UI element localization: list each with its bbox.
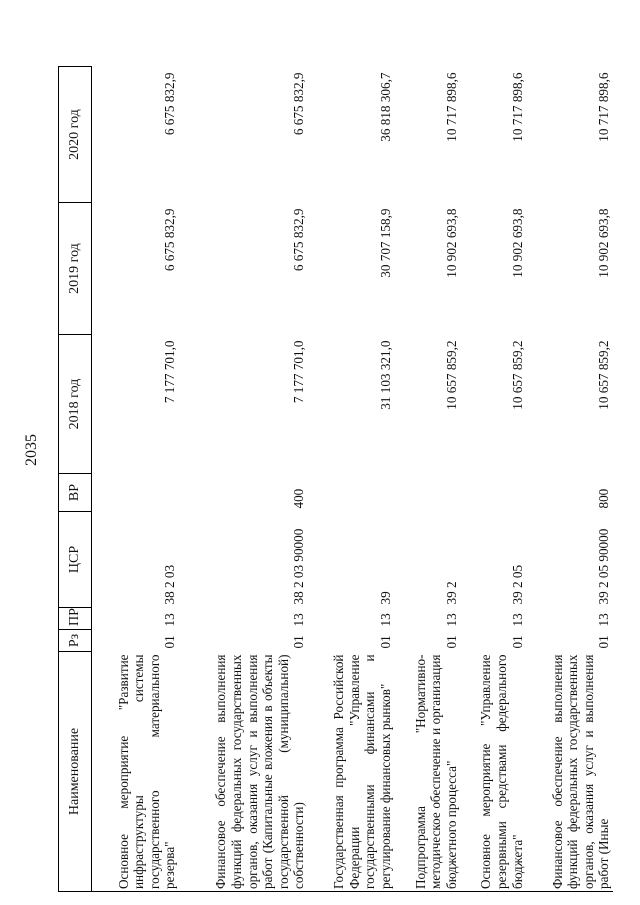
row-pr: 13 bbox=[596, 613, 612, 627]
row-name: Подпрограмма "Нормативно-методическое обеспечение и организация бюджетного процесса" bbox=[395, 652, 461, 892]
row-csr: 39 2 bbox=[443, 581, 459, 605]
row-2020: 10 717 898,6 bbox=[509, 72, 525, 142]
row-pr: 13 bbox=[509, 613, 525, 627]
row-rz: 01 bbox=[162, 635, 178, 649]
col-header-name: Наименование bbox=[59, 652, 92, 892]
table-row bbox=[460, 67, 526, 892]
row-csr: 39 2 05 90000 bbox=[596, 528, 612, 605]
row-2019: 10 902 693,8 bbox=[596, 208, 612, 278]
budget-table bbox=[58, 66, 613, 892]
page-number: 2035 bbox=[23, 434, 40, 466]
row-rz: 01 bbox=[291, 635, 307, 649]
row-name: Финансовое обеспечение выполнения функций федеральных государственных органов, оказания услуг и выполнения работ (Иные bbox=[526, 652, 613, 892]
col-header-2018: 2018 год bbox=[59, 335, 92, 474]
row-pr: 13 bbox=[162, 613, 178, 627]
col-header-pr: ПР bbox=[59, 608, 92, 630]
row-2020: 36 818 306,7 bbox=[378, 72, 394, 142]
row-vr: 800 bbox=[596, 488, 612, 509]
row-rz: 01 bbox=[596, 635, 612, 649]
row-2019: 6 675 832,9 bbox=[162, 208, 178, 272]
row-2020: 6 675 832,9 bbox=[291, 72, 307, 136]
row-2018: 10 657 859,2 bbox=[596, 340, 612, 410]
row-vr: 400 bbox=[291, 488, 307, 509]
row-vr bbox=[308, 474, 395, 512]
row-2018: 7 177 701,0 bbox=[162, 340, 178, 404]
table-row bbox=[395, 67, 461, 892]
row-rz: 01 bbox=[443, 635, 459, 649]
row-name: Основное мероприятие "Управление резервными средствами федерального бюджета" bbox=[460, 652, 526, 892]
row-2018: 10 657 859,2 bbox=[443, 340, 459, 410]
table-row bbox=[179, 67, 308, 892]
row-rz: 01 bbox=[509, 635, 525, 649]
row-vr bbox=[460, 474, 526, 512]
row-pr: 13 bbox=[291, 613, 307, 627]
row-2018: 10 657 859,2 bbox=[509, 340, 525, 410]
row-pr: 13 bbox=[443, 613, 459, 627]
row-name: Финансовое обеспечение выполнения функций федеральных государственных органов, оказания услуг и выполнения работ (Капитальные вложения в объекты государственной (муниципальной) собственности) bbox=[179, 652, 308, 892]
row-2020: 10 717 898,6 bbox=[596, 72, 612, 142]
budget-table-sheet bbox=[58, 67, 613, 892]
row-2019: 10 902 693,8 bbox=[443, 208, 459, 278]
row-vr bbox=[92, 474, 179, 512]
row-2019: 30 707 158,9 bbox=[378, 208, 394, 278]
table-row bbox=[92, 67, 179, 892]
row-2019: 6 675 832,9 bbox=[291, 208, 307, 272]
row-csr: 38 2 03 90000 bbox=[291, 528, 307, 605]
row-csr: 39 2 05 bbox=[509, 564, 525, 605]
table-header bbox=[59, 67, 92, 892]
row-2020: 6 675 832,9 bbox=[162, 72, 178, 136]
row-pr: 13 bbox=[378, 613, 394, 627]
row-2018: 31 103 321,0 bbox=[378, 340, 394, 410]
col-header-2020: 2020 год bbox=[59, 67, 92, 203]
col-header-vr: ВР bbox=[59, 474, 92, 512]
row-2019: 10 902 693,8 bbox=[509, 208, 525, 278]
row-csr: 39 bbox=[378, 591, 394, 605]
col-header-rz: Рз bbox=[59, 630, 92, 652]
table-row bbox=[308, 67, 395, 892]
row-vr bbox=[395, 474, 461, 512]
row-2020: 10 717 898,6 bbox=[443, 72, 459, 142]
row-rz: 01 bbox=[378, 635, 394, 649]
row-csr: 38 2 03 bbox=[162, 564, 178, 605]
row-name: Основное мероприятие "Развитие инфраструктуры системы государственного материального резерва" bbox=[92, 652, 179, 892]
col-header-csr: ЦСР bbox=[59, 512, 92, 608]
col-header-2019: 2019 год bbox=[59, 203, 92, 335]
table-row bbox=[526, 67, 613, 892]
row-2018: 7 177 701,0 bbox=[291, 340, 307, 404]
row-name: Государственная программа Российской Федерации "Управление государственными финансами и регулирование финансовых рынков" bbox=[308, 652, 395, 892]
